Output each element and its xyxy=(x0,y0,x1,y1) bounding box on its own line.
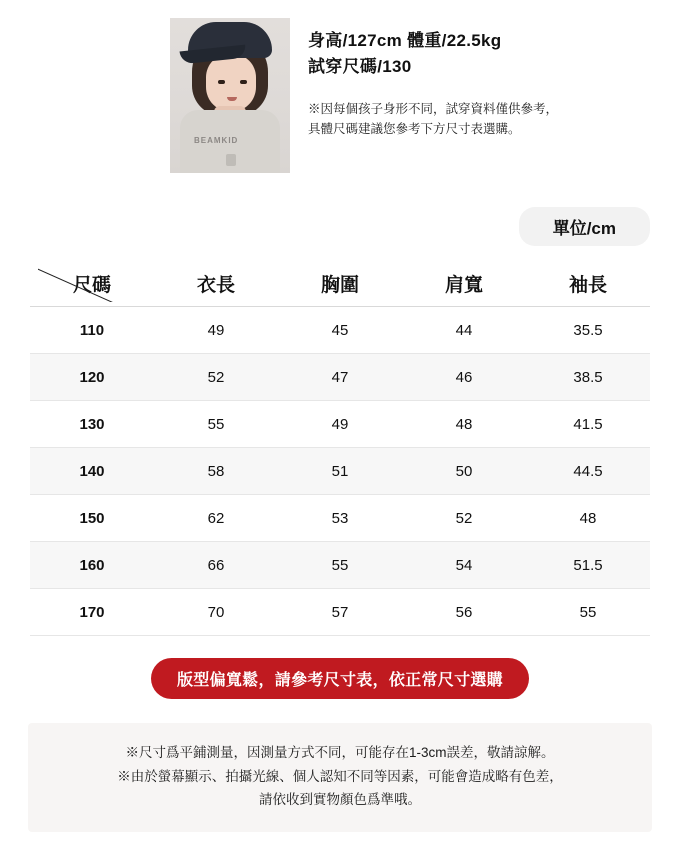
cell-size: 140 xyxy=(30,448,154,495)
size-table xyxy=(30,260,650,636)
cell-length: 58 xyxy=(154,448,278,495)
cell-size: 130 xyxy=(30,401,154,448)
cell-shoulder: 44 xyxy=(402,307,526,354)
child-model-photo xyxy=(170,18,290,173)
fit-banner-row xyxy=(0,658,680,699)
model-info-block xyxy=(0,0,680,173)
cell-chest: 55 xyxy=(278,542,402,589)
table-header-size xyxy=(30,260,154,307)
cell-shoulder: 46 xyxy=(402,354,526,401)
cell-sleeve: 48 xyxy=(526,495,650,542)
fit-advice-banner: 版型偏寬鬆，請參考尺寸表，依正常尺寸選購 xyxy=(151,658,529,699)
cell-sleeve: 38.5 xyxy=(526,354,650,401)
table-row xyxy=(30,401,650,448)
cell-sleeve: 41.5 xyxy=(526,401,650,448)
table-header-sleeve: 袖長 xyxy=(526,260,650,307)
cell-size: 120 xyxy=(30,354,154,401)
cell-length: 70 xyxy=(154,589,278,636)
table-header-chest: 胸圍 xyxy=(278,260,402,307)
size-table-body xyxy=(30,307,650,636)
cell-size: 150 xyxy=(30,495,154,542)
table-row xyxy=(30,589,650,636)
unit-badge: 單位/cm xyxy=(519,207,650,246)
model-text-block xyxy=(290,18,558,139)
cell-length: 49 xyxy=(154,307,278,354)
cell-sleeve: 55 xyxy=(526,589,650,636)
cell-sleeve: 35.5 xyxy=(526,307,650,354)
model-measurements: 身高/127cm 體重/22.5kg xyxy=(308,31,502,50)
cell-size: 160 xyxy=(30,542,154,589)
table-row xyxy=(30,307,650,354)
size-table-wrap xyxy=(30,260,650,636)
table-row xyxy=(30,542,650,589)
cell-length: 66 xyxy=(154,542,278,589)
model-note xyxy=(308,99,558,139)
model-wearing-size: 試穿尺碼/130 xyxy=(308,57,412,77)
table-header-size-label: 尺碼 xyxy=(72,274,111,296)
cell-length: 62 xyxy=(154,495,278,542)
size-table-head xyxy=(30,260,650,307)
table-row xyxy=(30,354,650,401)
table-header-shoulder: 肩寬 xyxy=(402,260,526,307)
cell-size: 110 xyxy=(30,307,154,354)
model-note-line-2: 具體尺碼建議您參考下方尺寸表選購。 xyxy=(308,121,521,136)
cell-length: 55 xyxy=(154,401,278,448)
model-face xyxy=(206,54,256,112)
shirt-brand-text: BEAMKID xyxy=(194,136,239,145)
table-row xyxy=(30,495,650,542)
footer-note-line-3: 請依收到實物顏色爲準哦。 xyxy=(259,792,421,808)
cell-chest: 57 xyxy=(278,589,402,636)
cell-shoulder: 56 xyxy=(402,589,526,636)
cell-shoulder: 52 xyxy=(402,495,526,542)
table-header-row xyxy=(30,260,650,307)
cell-sleeve: 51.5 xyxy=(526,542,650,589)
cell-size: 170 xyxy=(30,589,154,636)
footer-note-line-1: ※尺寸爲平鋪測量，因測量方式不同，可能存在1-3cm誤差，敬請諒解。 xyxy=(125,745,555,760)
shirt-tag xyxy=(226,154,236,166)
model-note-line-1: ※因每個孩子身形不同，試穿資料僅供參考， xyxy=(308,101,559,116)
table-header-length: 衣長 xyxy=(154,260,278,307)
cell-length: 52 xyxy=(154,354,278,401)
unit-row xyxy=(0,207,680,246)
cell-chest: 47 xyxy=(278,354,402,401)
cell-chest: 49 xyxy=(278,401,402,448)
footer-note-line-2: ※由於螢幕顯示、拍攝光線、個人認知不同等因素，可能會造成略有色差， xyxy=(117,768,563,784)
cell-shoulder: 48 xyxy=(402,401,526,448)
footer-notes xyxy=(28,723,652,832)
cell-chest: 45 xyxy=(278,307,402,354)
cell-shoulder: 54 xyxy=(402,542,526,589)
cell-chest: 53 xyxy=(278,495,402,542)
cell-chest: 51 xyxy=(278,448,402,495)
model-eye-right xyxy=(240,80,247,84)
model-eye-left xyxy=(218,80,225,84)
table-row xyxy=(30,448,650,495)
cell-shoulder: 50 xyxy=(402,448,526,495)
cell-sleeve: 44.5 xyxy=(526,448,650,495)
